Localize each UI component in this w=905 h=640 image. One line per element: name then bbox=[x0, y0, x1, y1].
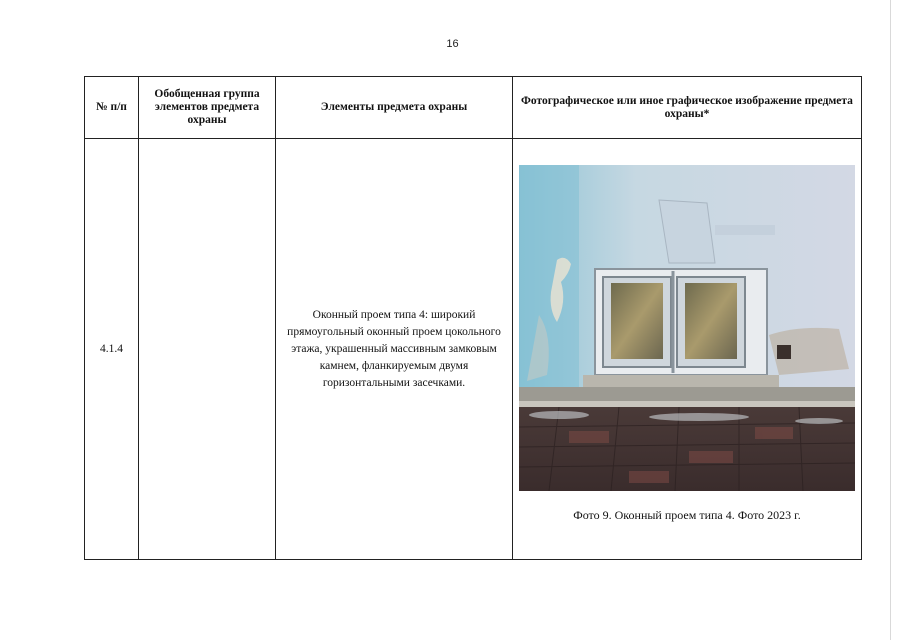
header-number: № п/п bbox=[85, 77, 139, 139]
header-photo: Фотографическое или иное графическое изображение предмета охраны* bbox=[513, 77, 862, 139]
header-elements: Элементы предмета охраны bbox=[276, 77, 513, 139]
page-number: 16 bbox=[446, 38, 459, 50]
table-row bbox=[85, 139, 862, 560]
header-group: Обобщенная группа элементов предмета охраны bbox=[139, 77, 276, 139]
photo-caption: Фото 9. Оконный проем типа 4. Фото 2023 г. bbox=[573, 508, 801, 522]
page-edge-line bbox=[890, 0, 891, 640]
basement-window-photo bbox=[519, 165, 855, 491]
row-group bbox=[139, 139, 276, 560]
row-element-description bbox=[276, 139, 513, 560]
table-header-row bbox=[85, 77, 862, 139]
row-number: 4.1.4 bbox=[85, 139, 139, 560]
row-photo-cell bbox=[513, 139, 862, 560]
element-description-text: Оконный проем типа 4: широкий прямоугольный оконный проем цокольного этажа, украшенный массивным замковым камнем, фланкируемым двумя горизонтальными засечками. bbox=[287, 308, 501, 389]
protection-elements-table bbox=[84, 76, 862, 560]
